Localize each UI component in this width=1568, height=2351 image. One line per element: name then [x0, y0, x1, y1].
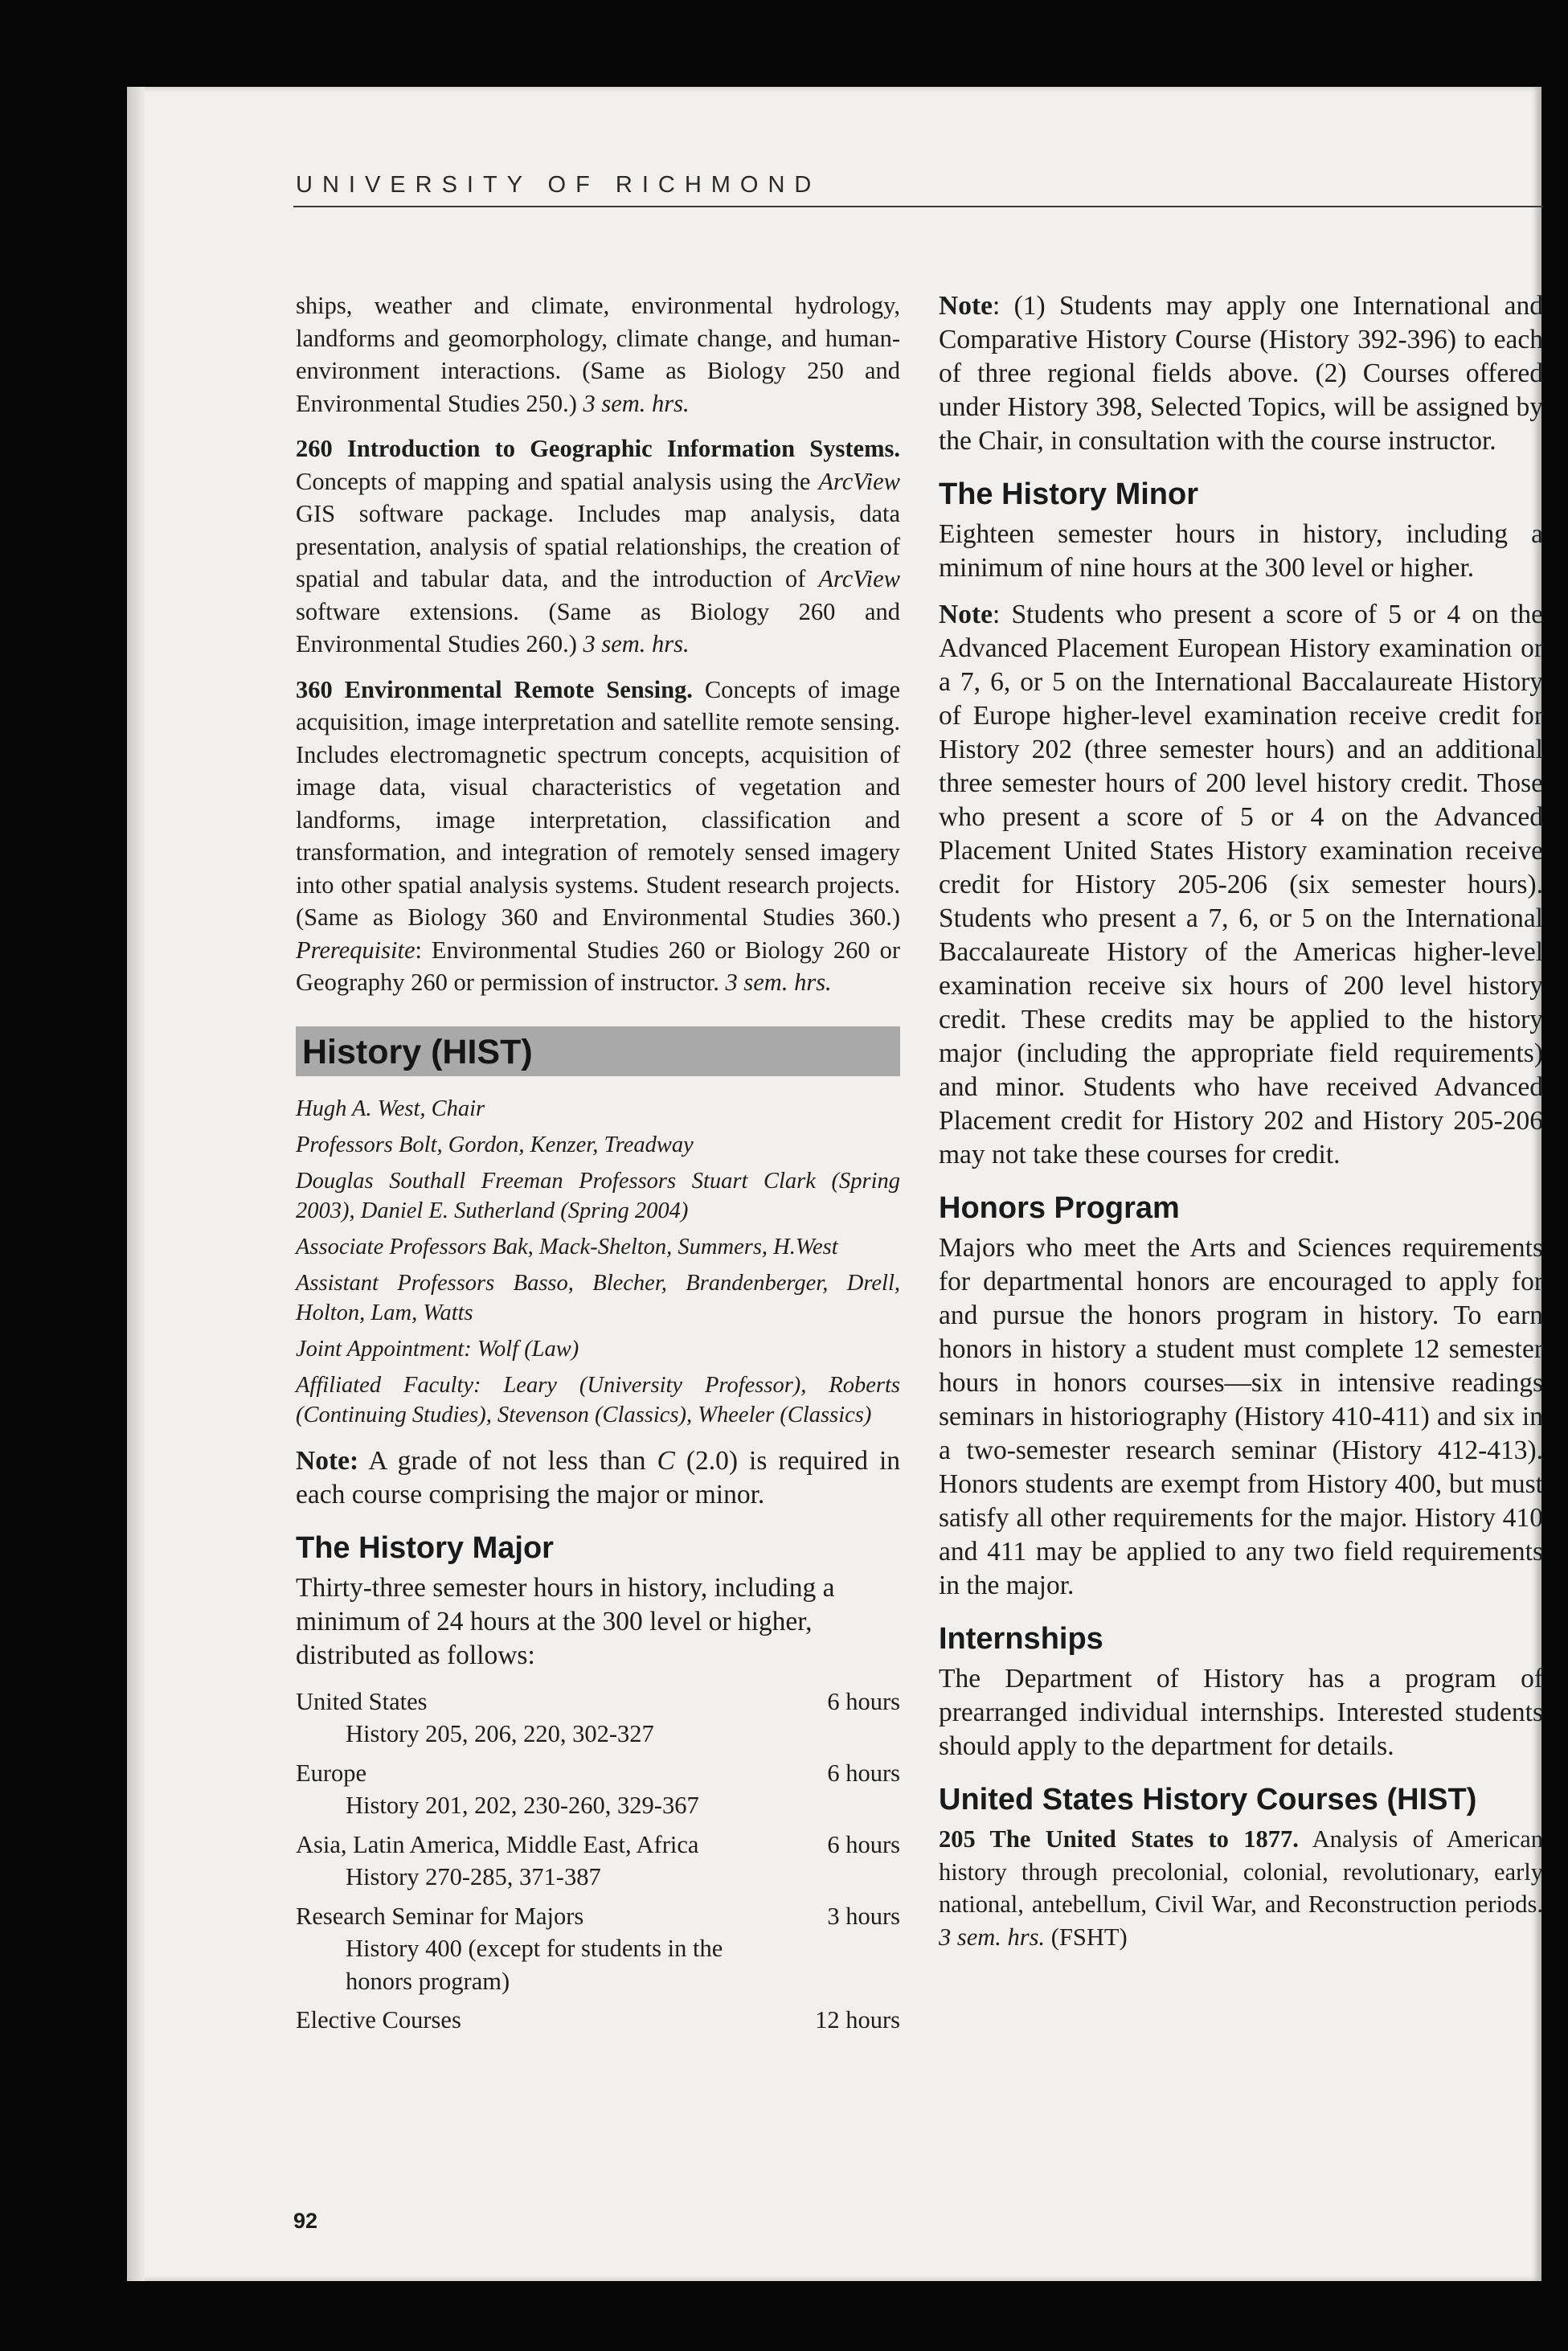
- history-minor-text: Eighteen semester hours in history, including a minimum of nine hours at the 300 level or higher.: [939, 519, 1543, 583]
- course-205-text: Analysis of American history through precolonial, colonial, revolutionary, early national, antebellum, Civil War, and Reconstruction periods.: [939, 1825, 1543, 1918]
- course-205-title: 205 The United States to 1877.: [939, 1825, 1299, 1853]
- major-area: Research Seminar for Majors: [296, 1902, 584, 1930]
- major-row: [296, 1757, 900, 1790]
- history-major-heading: The History Major: [296, 1530, 554, 1565]
- course-205-hours: 3 sem. hrs.: [939, 1923, 1046, 1951]
- header-rule: [293, 206, 1543, 207]
- placement-note: [939, 598, 1543, 1172]
- course-260-text-c: software extensions. (Same as Biology 260 and Environmental Studies 260.): [296, 597, 900, 657]
- intro-text: ships, weather and climate, environmental hydrology, landforms and geomorphology, climate change, and human-environment interactions. (Same as Biology 250 and Environmental Studies 250.): [296, 292, 900, 417]
- course-260-title: 260 Introduction to Geographic Information Systems.: [296, 435, 900, 462]
- faculty-line: Joint Appointment: Wolf (Law): [296, 1336, 579, 1362]
- major-hours: 12 hours: [815, 2006, 900, 2034]
- grade-note: [296, 1444, 900, 1512]
- major-courses: History 205, 206, 220, 302-327: [346, 1720, 654, 1747]
- course-360-text-b: : Environmental Studies 260 or Biology 260 or Geography 260 or permission of instructor.: [296, 936, 900, 996]
- course-360-text-a: Concepts of image acquisition, image interpretation and satellite remote sensing. Includes electromagnetic spectrum concepts, acquisition of image data, visual characteristics of vegetation and landforms, image interpretation, classification and transformation, and integration of remotely sensed imagery into other spatial analysis systems. Student research projects. (Same as Biology 360 and Environmental Studies 360.): [296, 675, 900, 931]
- course-260-hours: 3 sem. hrs.: [583, 630, 690, 657]
- faculty-line: Hugh A. West, Chair: [296, 1096, 485, 1121]
- arcview-term-1: ArcView: [818, 467, 901, 495]
- history-minor-heading: The History Minor: [939, 477, 1199, 511]
- course-260-text-a: Concepts of mapping and spatial analysis using the: [296, 467, 811, 495]
- section-title-history: History (HIST): [296, 1026, 900, 1076]
- major-area: Elective Courses: [296, 2006, 461, 2034]
- history-major-intro: Thirty-three semester hours in history, including a minimum of 24 hours at the 300 level or higher, distributed as follows:: [296, 1572, 835, 1670]
- internships-heading: Internships: [939, 1622, 1103, 1656]
- major-row: [296, 1900, 900, 1933]
- major-area: United States: [296, 1687, 428, 1715]
- major-courses: History 201, 202, 230-260, 329-367: [346, 1792, 699, 1819]
- internships-text: The Department of History has a program of prearranged individual internships. Interested students should apply to the department for details.: [939, 1664, 1543, 1761]
- grade-note-text-a: A grade of not less than: [368, 1445, 646, 1476]
- grade-note-text-b: (2.0) is required in each course comprising the major or minor.: [296, 1445, 901, 1509]
- page-binding-edge: [127, 87, 145, 2281]
- prerequisite-label: Prerequisite: [296, 936, 416, 964]
- faculty-line: Assistant Professors Basso, Blecher, Brandenberger, Drell, Holton, Lam, Watts: [296, 1270, 900, 1325]
- placement-note-label: Note: [939, 600, 993, 629]
- major-hours: 6 hours: [827, 1830, 900, 1858]
- honors-heading: Honors Program: [939, 1191, 1180, 1225]
- major-courses: History 270-285, 371-387: [346, 1863, 601, 1890]
- faculty-line: Professors Bolt, Gordon, Kenzer, Treadway: [296, 1132, 694, 1157]
- major-requirements-table: [296, 1685, 900, 2037]
- us-history-courses-heading: United States History Courses (HIST): [939, 1783, 1477, 1816]
- major-courses: History 400 (except for students in the honors program): [346, 1935, 723, 1995]
- arcview-term-2: ArcView: [818, 565, 900, 592]
- faculty-line: Affiliated Faculty: Leary (University Professor), Roberts (Continuing Studies), Stevenson (Classics), Wheeler (Classics): [296, 1372, 900, 1427]
- faculty-line: Associate Professors Bak, Mack-Shelton, Summers, H.West: [296, 1234, 838, 1259]
- major-hours: 6 hours: [827, 1687, 900, 1715]
- regional-note-text: : (1) Students may apply one International and Comparative History Course (History 392-396) to each of three regional fields above. (2) Courses offered under History 398, Selected Topics, will be assigned by the Chair, in consultation with the course instructor.: [939, 291, 1543, 456]
- major-hours: 6 hours: [827, 1759, 900, 1787]
- regional-note: [939, 289, 1543, 458]
- course-360-hours: 3 sem. hrs.: [725, 969, 832, 996]
- honors-text: Majors who meet the Arts and Sciences requirements for departmental honors are encouraged to apply for and pursue the honors program in history. To earn honors in history a student must complete 12 semester hours in honors courses—six in intensive readings seminars in historiography (History 410-411) and six in a two-semester research seminar (History 412-413). Honors students are exempt from History 400, but must satisfy all other requirements for the major. History 410 and 411 may be applied to any two field requirements in the major.: [939, 1233, 1543, 1600]
- running-header: UNIVERSITY OF RICHMOND: [296, 172, 821, 198]
- major-row: [296, 2004, 900, 2037]
- major-row: [296, 1829, 900, 1862]
- intro-hours: 3 sem. hrs.: [583, 389, 690, 417]
- course-360: [296, 674, 900, 999]
- course-205-code: (FSHT): [1050, 1923, 1128, 1951]
- major-area: Europe: [296, 1759, 367, 1787]
- course-260-text-b: GIS software package. Includes map analysis, data presentation, analysis of spatial relationships, the creation of spatial and tabular data, and the introduction of: [296, 500, 900, 592]
- grade-note-grade: C: [657, 1445, 675, 1476]
- course-205: [939, 1823, 1543, 1953]
- course-260: [296, 432, 900, 661]
- right-column: [939, 289, 1543, 1966]
- major-area: Asia, Latin America, Middle East, Africa: [296, 1830, 699, 1858]
- course-360-title: 360 Environmental Remote Sensing.: [296, 675, 693, 703]
- placement-note-text: : Students who present a score of 5 or 4 on the Advanced Placement European History examination or a 7, 6, or 5 on the International Baccalaureate History of Europe higher-level examination receive credit for History 202 (three semester hours) and an additional three semester hours of 200 level history credit. Those who present a score of 5 or 4 on the Advanced Placement United States History examination receive credit for History 205-206 (six semester hours). Students who present a 7, 6, or 5 on the International Baccalaureate History of the Americas higher-level examination receive six hours of 200 level history credit. These credits may be applied to the history major (including the appropriate field requirements) and minor. Students who have received Advanced Placement credit for History 202 and History 205-206 may not take these courses for credit.: [939, 600, 1543, 1169]
- grade-note-label: Note:: [296, 1445, 359, 1476]
- intro-paragraph: [296, 289, 900, 420]
- major-row: [296, 1685, 900, 1718]
- major-hours: 3 hours: [827, 1902, 900, 1930]
- page-number: 92: [293, 2209, 318, 2233]
- faculty-line: Douglas Southall Freeman Professors Stuart Clark (Spring 2003), Daniel E. Sutherland (Spring 2004): [296, 1168, 900, 1223]
- left-column: [296, 289, 900, 2037]
- regional-note-label: Note: [939, 291, 993, 321]
